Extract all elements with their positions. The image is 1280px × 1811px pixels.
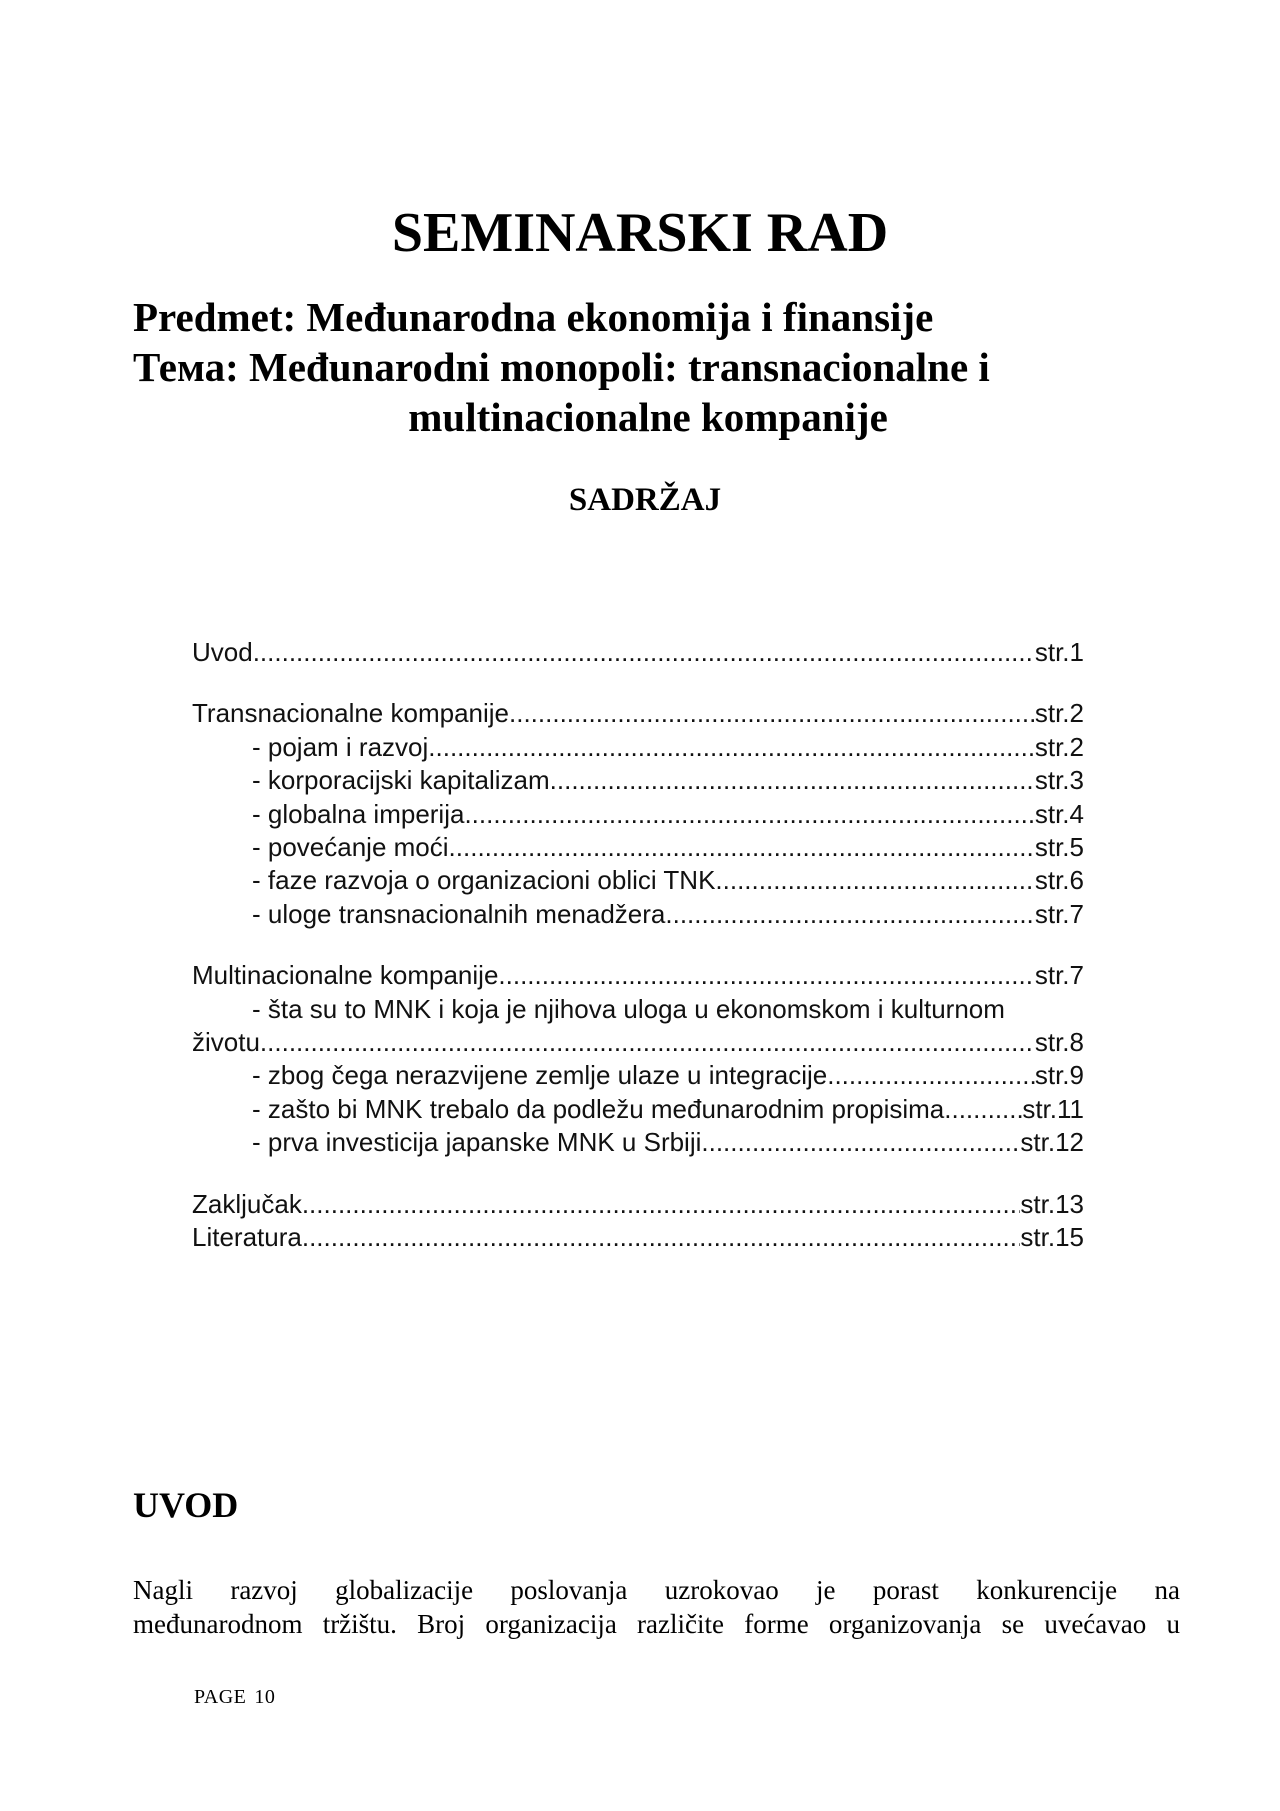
toc-subentry-wrapped-line[interactable] [192,993,1084,1026]
toc-dot-leader [509,697,1035,730]
toc-title: SADRŽAJ [568,482,722,518]
intro-heading: UVOD [133,1485,239,1525]
footer-page-number: 10 [254,1686,276,1708]
toc-entry-transnacionalne[interactable] [192,697,1084,730]
toc-entry-label: Multinacionalne kompanije [192,960,499,991]
toc-dot-leader [827,1059,1035,1092]
toc-spacer [192,1160,1084,1188]
topic-line-2: multinacionalne kompanije [408,394,888,440]
toc-subentry[interactable] [192,798,1084,831]
toc-entry-label: - prva investicija japanske MNK u Srbiji [252,1127,702,1158]
toc-subentry[interactable] [192,1126,1084,1159]
toc-entry-label: - uloge transnacionalnih menadžera [252,898,666,929]
page-footer [194,1684,283,1710]
toc-dot-leader [302,1188,1021,1221]
document-title: SEMINARSKI RAD [391,202,889,264]
toc-page-ref: str.4 [1034,798,1084,829]
toc-page-ref: str.7 [1034,898,1084,929]
table-of-contents [192,636,1084,1255]
toc-entry-label: - šta su to MNK i koja je njihova uloga u ekonomskom i kulturnom [252,993,1005,1024]
toc-dot-leader [260,1026,1035,1059]
toc-spacer [192,931,1084,959]
toc-dot-leader [428,731,1035,764]
toc-dot-leader [665,898,1034,931]
toc-entry-label: - zbog čega nerazvijene zemlje ulaze u integracije [252,1060,828,1091]
footer-page-label: PAGE [194,1686,247,1708]
toc-entry-uvod[interactable] [192,636,1084,669]
toc-subentry[interactable] [192,731,1084,764]
toc-entry-label: - globalna imperija [252,798,465,829]
toc-dot-leader [701,1126,1020,1159]
toc-spacer [192,669,1084,697]
toc-dot-leader [498,959,1034,992]
toc-dot-leader [449,831,1035,864]
subject-line: Predmet: Međunarodna ekonomija i finansije [133,294,934,340]
toc-page-ref: str.11 [1022,1093,1084,1124]
toc-subentry[interactable] [192,764,1084,797]
toc-entry-label: Zaključak [192,1188,302,1219]
intro-paragraph [133,1574,1180,1641]
toc-subentry[interactable] [192,898,1084,931]
toc-entry-label: - povećanje moći [252,832,449,863]
toc-page-ref: str.2 [1034,698,1084,729]
toc-entry-zakljucak[interactable] [192,1188,1084,1221]
toc-dot-leader [944,1093,1022,1126]
toc-dot-leader [253,636,1035,669]
toc-dot-leader [302,1221,1021,1254]
toc-subentry-wrapped-continuation[interactable] [192,1026,1084,1059]
toc-dot-leader [550,764,1035,797]
intro-line-2: međunarodnom tržištu. Broj organizacija različite forme organizovanja se uvećavao u [133,1608,1180,1639]
toc-page-ref: str.12 [1020,1127,1084,1158]
subject-topic-heading [133,292,1203,442]
toc-subentry[interactable] [192,1093,1084,1126]
toc-entry-label: Literatura [192,1222,302,1253]
toc-subentry[interactable] [192,831,1084,864]
toc-entry-label: - pojam i razvoj [252,731,429,762]
toc-entry-label: Transnacionalne kompanije [192,698,510,729]
toc-entry-label: životu [192,1027,260,1058]
toc-subentry[interactable] [192,864,1084,897]
toc-entry-multinacionalne[interactable] [192,959,1084,992]
toc-page-ref: str.15 [1020,1222,1084,1253]
toc-entry-label: - korporacijski kapitalizam [252,765,550,796]
toc-page-ref: str.3 [1034,765,1084,796]
toc-entry-literatura[interactable] [192,1221,1084,1254]
toc-page-ref: str.6 [1034,865,1084,896]
toc-page-ref: str.1 [1034,637,1084,667]
toc-entry-label: - faze razvoja o organizacioni oblici TNK [252,865,716,896]
toc-page-ref: str.8 [1034,1027,1084,1058]
topic-line-1: Тема: Međunarodni monopoli: transnacionalne i [133,344,990,390]
toc-entry-label: Uvod [192,637,253,667]
intro-line-1: Nagli razvoj globalizacije poslovanja uzrokovao je porast konkurencije na [133,1575,1180,1605]
toc-dot-leader [464,798,1034,831]
toc-page-ref: str.7 [1034,960,1084,991]
toc-page-ref: str.2 [1034,731,1084,762]
toc-page-ref: str.5 [1034,832,1084,863]
toc-subentry[interactable] [192,1059,1084,1092]
toc-page-ref: str.13 [1020,1188,1084,1219]
toc-page-ref: str.9 [1034,1060,1084,1091]
toc-dot-leader [715,864,1034,897]
toc-entry-label: - zašto bi MNK trebalo da podležu međunarodnim propisima [252,1093,945,1124]
